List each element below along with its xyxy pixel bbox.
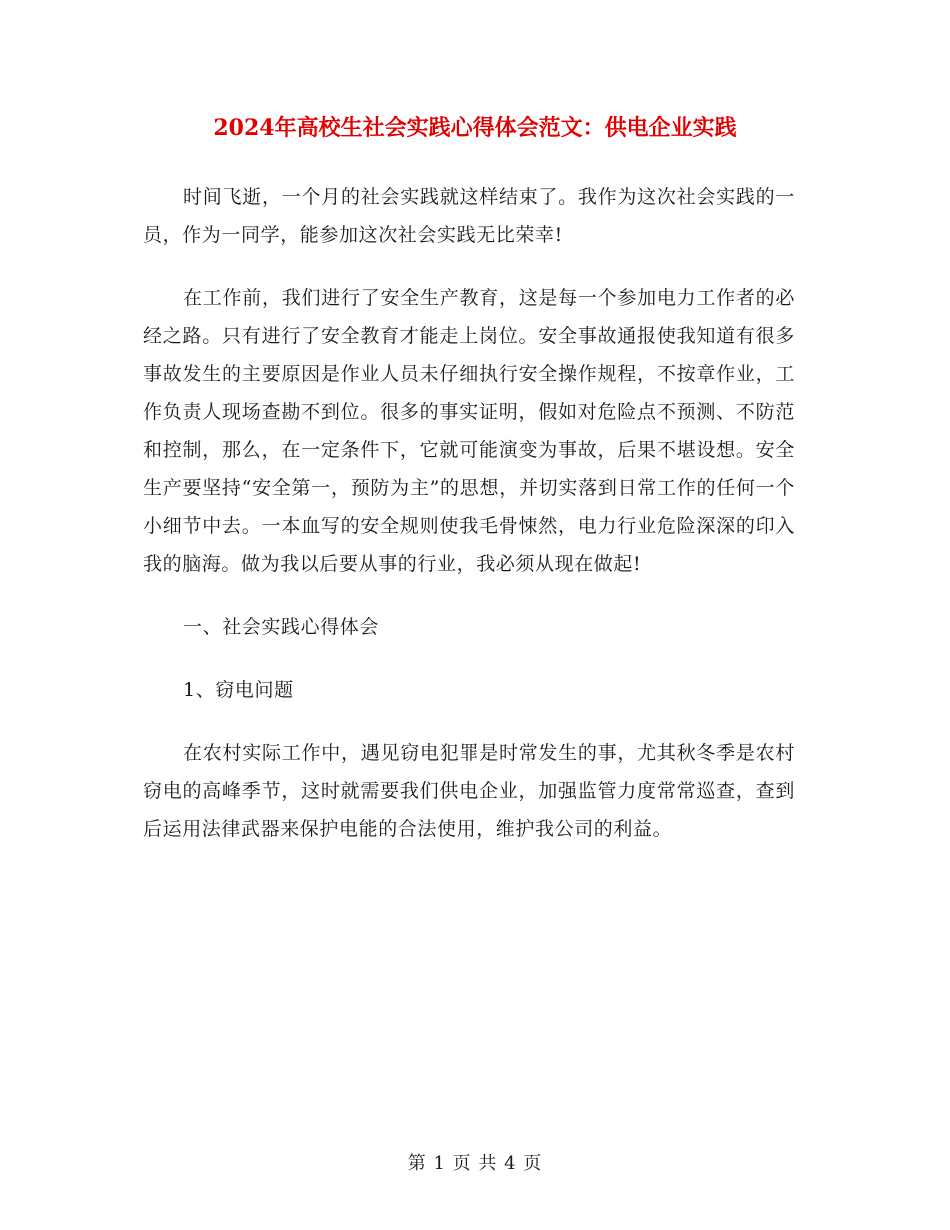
document-title: 2024年高校生社会实践心得体会范文：供电企业实践 [213,115,737,141]
section-heading-practice-experience: 一、社会实践心得体会 [183,616,380,638]
paragraph-intro: 时间飞逝，一个月的社会实践就这样结束了。我作为这次社会实践的一员，作为一同学，能参加这次社会实践无比荣幸! [143,186,795,246]
paragraph-safety-education: 在工作前，我们进行了安全生产教育，这是每一个参加电力工作者的必经之路。只有进行了安全教育才能走上岗位。安全事故通报使我知道有很多事故发生的主要原因是作业人员未仔细执行安全操作规程，不按章作业，工作负责人现场查勘不到位。很多的事实证明，假如对危险点不预测、不防范和控制，那么，在一定条件下，它就可能演变为事故，后果不堪设想。安全生产要坚持“安全第一，预防为主”的思想，并切实落到日常工作的任何一个小细节中去。一本血写的安全规则使我毛骨悚然，电力行业危险深深的印入我的脑海。做为我以后要从事的行业，我必须从现在做起! [143,287,795,575]
page-number-footer: 第 1 页 共 4 页 [407,1153,543,1174]
subsection-heading-electricity-theft: 1、窃电问题 [183,679,294,701]
paragraph-electricity-theft: 在农村实际工作中，遇见窃电犯罪是时常发生的事，尤其秋冬季是农村窃电的高峰季节，这时就需要我们供电企业，加强监管力度常常巡查，查到后运用法律武器来保护电能的合法使用，维护我公司的利益。 [143,742,795,840]
document-body [143,178,795,873]
